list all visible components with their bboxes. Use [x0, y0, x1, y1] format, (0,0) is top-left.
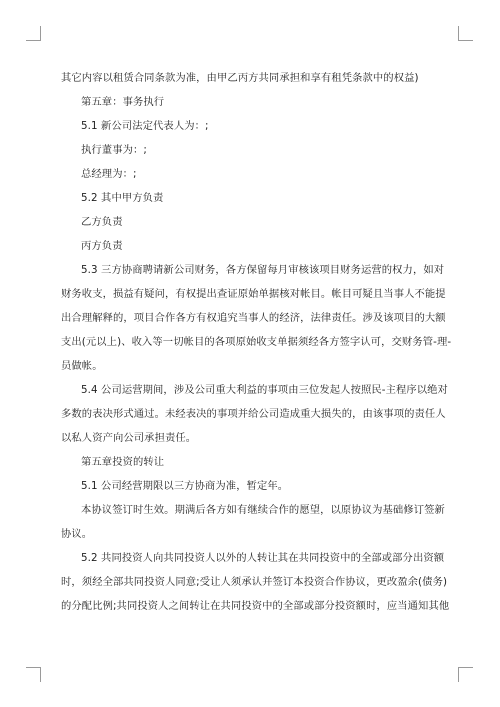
text-line: 5.1 新公司法定代表人为：; [81, 120, 209, 132]
text-line: 5.1 公司经营期限以三方协商为准，暂定年。 [81, 480, 289, 492]
document-body [61, 66, 452, 618]
text-line: 总经理为：; [81, 168, 137, 180]
text-line: 5.2 其中甲方负责 [81, 192, 164, 204]
text-line: 财务收支，损益有疑问，有权提出查证原始单据核对帐目。帐目可疑且当事人不能提 [61, 288, 446, 300]
text-line: 出合理解释的，项目合作各方有权追究当事人的经济，法律责任。涉及该项目的大额 [61, 312, 446, 324]
text-line: 时，须经全部共同投资人同意;受让人须承认并签订本投资合作协议，更改盈余(债务) [61, 576, 448, 588]
text-line: 协议。 [61, 528, 93, 540]
text-line: 多数的表决形式通过。未经表决的事项并给公司造成重大损失的，由该事项的责任人 [61, 408, 446, 420]
crop-mark-bottom-left [26, 667, 41, 682]
crop-mark-bottom-right [458, 667, 473, 682]
crop-mark-top-right [458, 26, 473, 41]
text-line: 员做帐。 [61, 360, 103, 372]
text-line: 5.2 共同投资人向共同投资人以外的人转让其在共同投资中的全部或部分出资额 [81, 552, 445, 564]
text-line: 5.4 公司运营期间，涉及公司重大利益的事项由三位发起人按照民-主程序以绝对 [81, 384, 448, 396]
crop-mark-top-left [26, 26, 41, 41]
text-line: 支出(元以上)、收入等一切帐目的各项原始收支单据须经各方签字认可，交财务管-理- [61, 336, 452, 348]
text-line: 乙方负责 [81, 216, 123, 228]
text-line: 本协议签订时生效。期满后各方如有继续合作的愿望，以原协议为基础修订签新 [81, 504, 445, 516]
text-line: 以私人资产向公司承担责任。 [61, 432, 197, 444]
chapter-heading: 第五章投资的转让 [81, 456, 165, 468]
text-line: 执行董事为：; [81, 144, 147, 156]
chapter-heading: 第五章：事务执行 [81, 96, 165, 108]
text-line: 5.3 三方协商聘请新公司财务，各方保留每月审核该项目财务运营的权力，如对 [81, 264, 445, 276]
text-line: 的分配比例;共同投资人之间转让在共同投资中的全部或部分投资额时，应当通知其他 [61, 600, 450, 612]
text-line: 丙方负责 [81, 240, 123, 252]
text-line: 其它内容以租赁合同条款为准，由甲乙丙方共同承担和享有租凭条款中的权益) [61, 72, 419, 84]
